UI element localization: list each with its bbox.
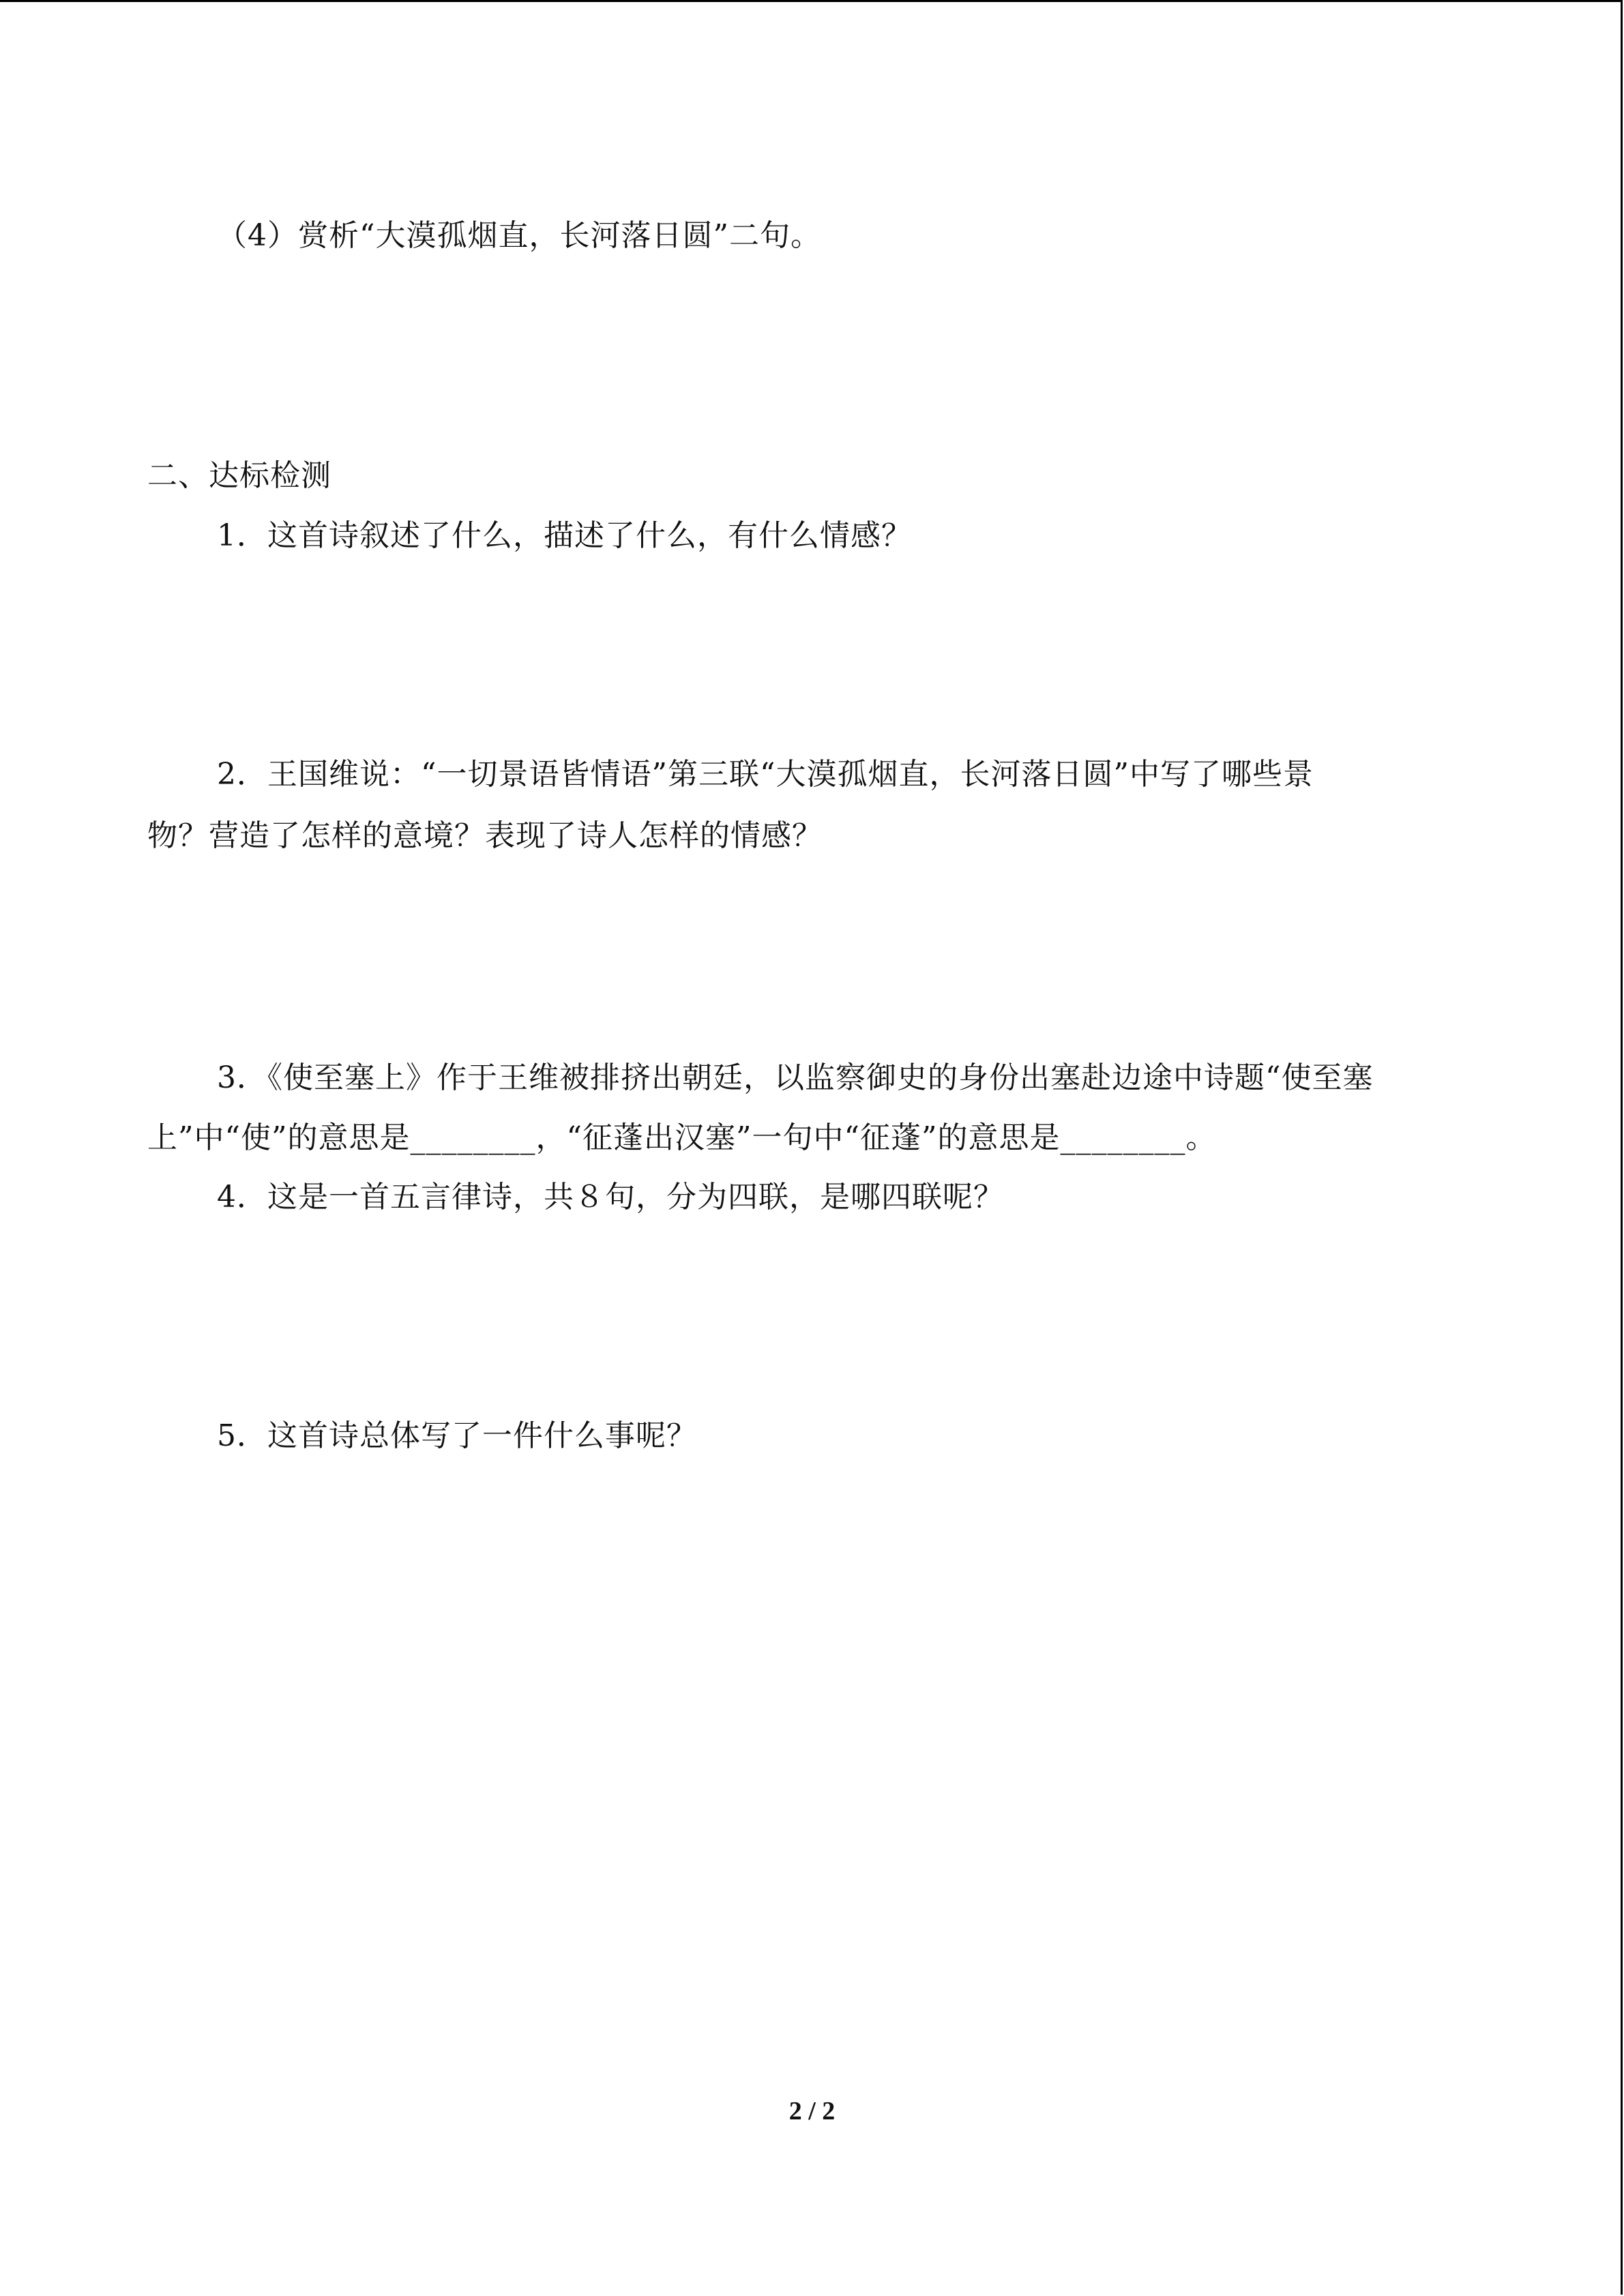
section-title: 二、达标检测	[147, 458, 331, 493]
item-3-line-2: 上”中“使”的意思是________，“征蓬出汉塞”一句中“征蓬”的意思是________。	[147, 1120, 1217, 1155]
item-5-line-1: 5．这首诗总体写了一件什么事呢？	[217, 1418, 697, 1453]
item-3-line-1: 3．《使至塞上》作于王维被排挤出朝廷，以监察御史的身份出塞赴边途中诗题“使至塞	[217, 1060, 1374, 1095]
question-4-analysis: （4）赏析“大漠孤烟直，长河落日圆”二句。	[217, 218, 821, 253]
item-1-line-1: 1．这首诗叙述了什么，描述了什么，有什么情感？	[217, 518, 912, 553]
item-4-line-1: 4．这是一首五言律诗，共８句，分为四联，是哪四联呢？	[217, 1180, 1004, 1214]
page-number: 2 / 2	[788, 2097, 836, 2126]
item-2-line-2: 物？营造了怎样的意境？表现了诗人怎样的情感？	[147, 818, 823, 853]
item-2-line-1: 2．王国维说：“一切景语皆情语”第三联“大漠孤烟直，长河落日圆”中写了哪些景	[217, 757, 1314, 792]
